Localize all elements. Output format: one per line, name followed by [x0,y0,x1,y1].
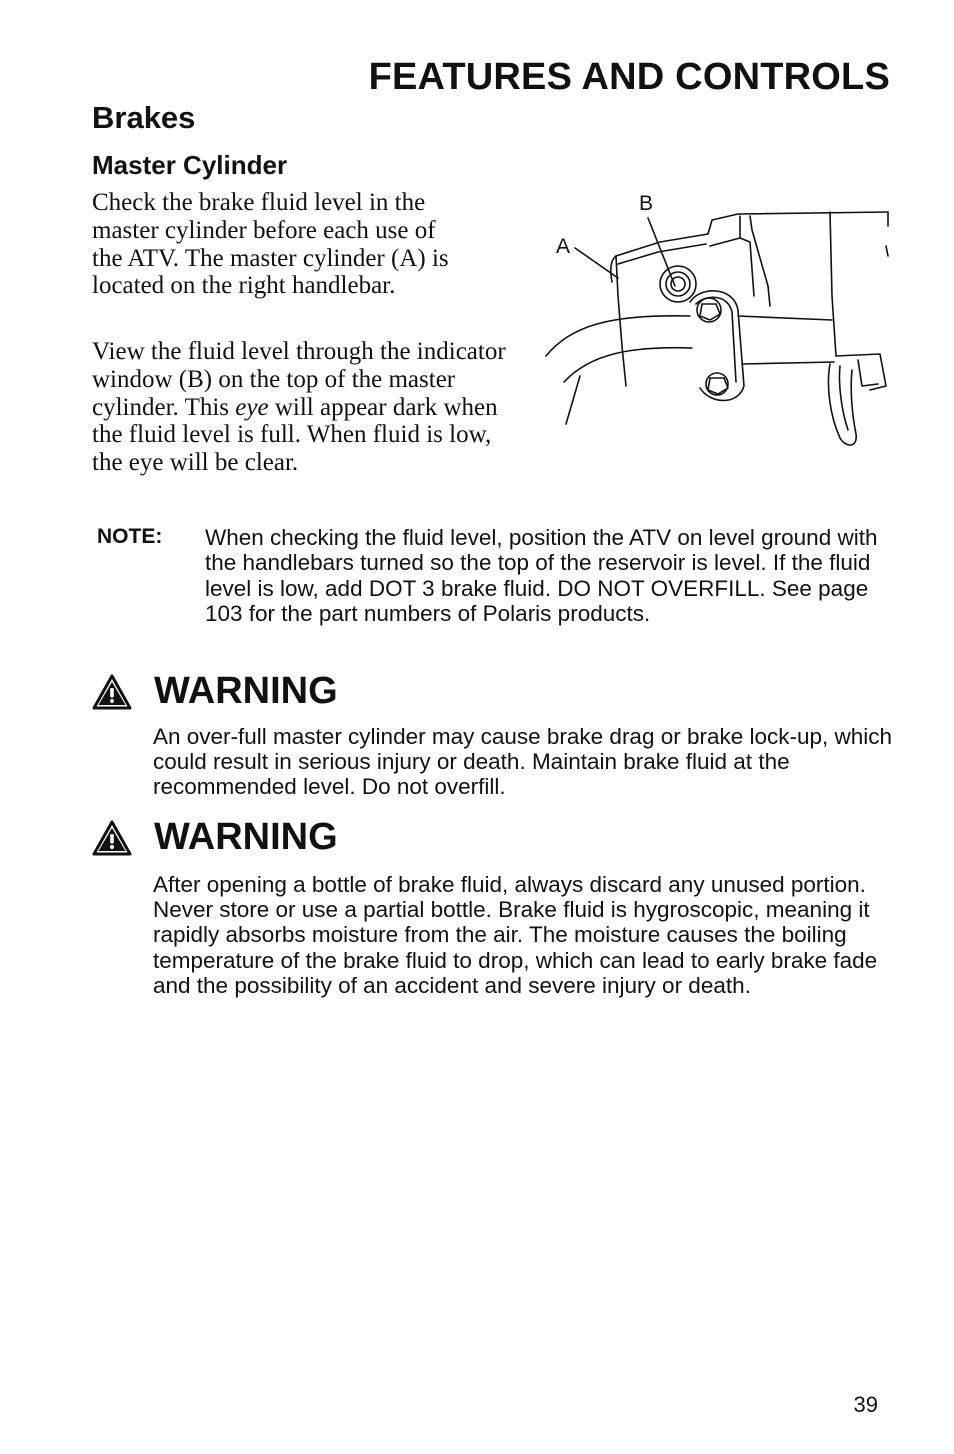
callout-label-a: A [556,235,571,258]
master-cylinder-illustration [540,186,892,454]
warning-title: WARNING [154,670,338,712]
warning-heading [92,816,338,859]
note-text: When checking the fluid level, position the ATV on level ground with the handlebars turned so the top of the reservoir is level. If the fluid level is low, add DOT 3 brake fluid. DO NOT OVERFILL. See page 103 for the part numbers of Polaris products. [205,525,878,627]
paragraph-location: Check the brake fluid level in the master cylinder before each use of the ATV. The master cylinder (A) is located on the right handlebar. [92,189,449,300]
paragraph-text: will appear dark when the fluid level is full. When fluid is low, the eye will be clear. [92,393,498,477]
section-title: Brakes [92,100,196,135]
warning-text: After opening a bottle of brake fluid, always discard any unused portion. Never store or use a partial bottle. Brake fluid is hygroscopic, meaning it rapidly absorbs moisture from the air. The moisture causes the boiling temperature of the brake fluid to drop, which can lead to early brake fade and the possibility of an accident and severe injury or death. [153,872,878,998]
page-number: 39 [853,1392,878,1417]
warning-triangle-icon [92,674,132,710]
warning-heading [92,670,338,713]
warning-triangle-icon [92,820,132,856]
subsection-title: Master Cylinder [92,150,288,180]
paragraph-text: View the fluid level through the indicator window (B) on the top of the master cylinder. This [92,338,506,421]
warning-title: WARNING [154,816,338,858]
paragraph-fluid-level [92,338,510,477]
warning-text: An over-full master cylinder may cause brake drag or brake lock-up, which could result in serious injury or death. Maintain brake fluid at the recommended level. Do not overfill. [153,724,893,800]
callout-label-b: B [639,192,654,215]
note-label: NOTE: [97,525,163,548]
emphasis-eye: eye [235,393,269,421]
page-header-title: FEATURES AND CONTROLS [368,56,890,98]
